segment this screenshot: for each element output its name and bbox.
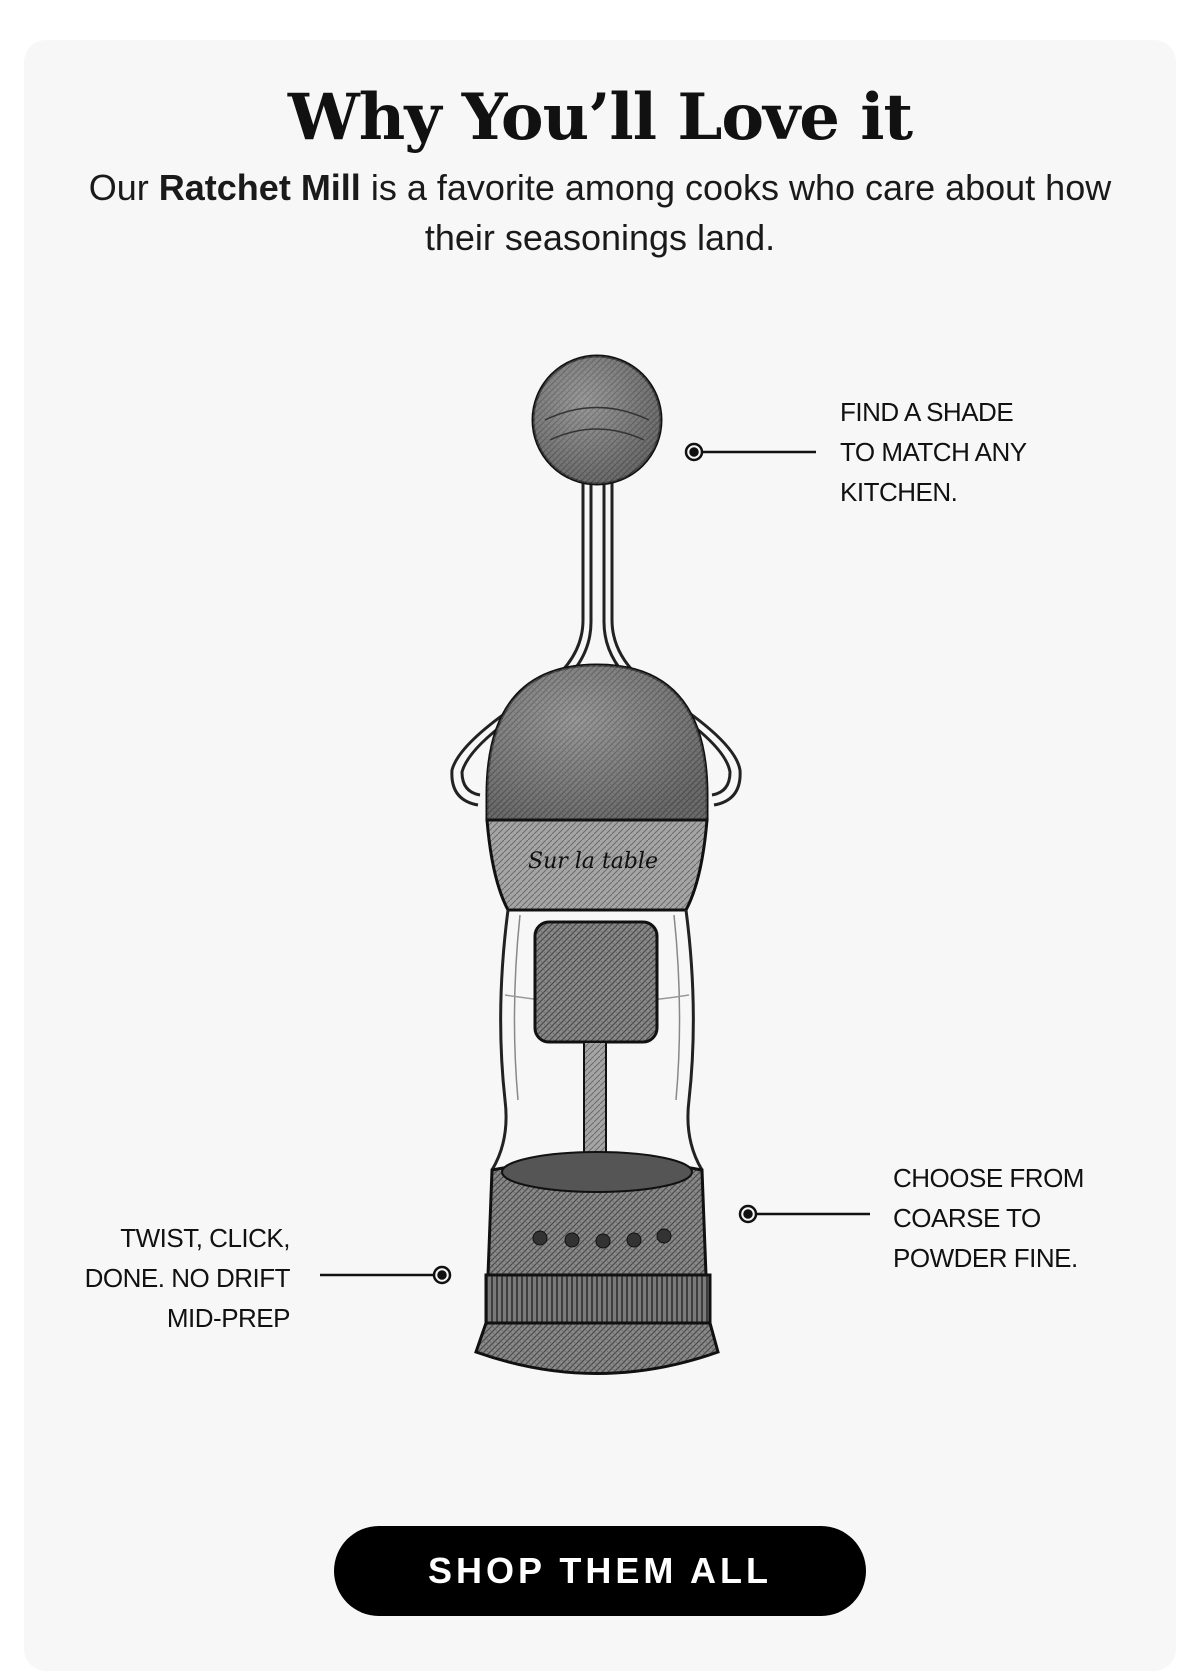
subtitle-product-name: Ratchet Mill: [158, 167, 361, 208]
mill-base: [476, 1152, 718, 1374]
brand-logo-text: Sur la table: [528, 849, 658, 874]
callout-leader-shade: [686, 444, 816, 460]
subtitle-prefix: Our: [88, 167, 159, 208]
shop-them-all-button[interactable]: SHOP THEM ALL: [334, 1526, 866, 1616]
callout-grind-size: CHOOSE FROM COARSE TO POWDER FINE.: [893, 1163, 1084, 1273]
mill-top-dome: [487, 665, 707, 820]
callout-ratchet-action: TWIST, CLICK, DONE. NO DRIFT MID-PREP: [84, 1223, 290, 1333]
mill-knob: [533, 356, 661, 484]
callout-leader-grind: [740, 1206, 870, 1222]
section-subtitle: [80, 163, 1120, 263]
section-title: Why You’ll Love it: [287, 80, 913, 155]
callout-leader-ratchet: [320, 1267, 450, 1283]
subtitle-suffix: is a favorite among cooks who care about how their seasonings land.: [360, 167, 1112, 258]
callout-shade: FIND A SHADE TO MATCH ANY KITCHEN.: [840, 397, 1027, 507]
mill-upper-body: [487, 820, 707, 910]
mill-inner-cylinder: [535, 922, 657, 1162]
